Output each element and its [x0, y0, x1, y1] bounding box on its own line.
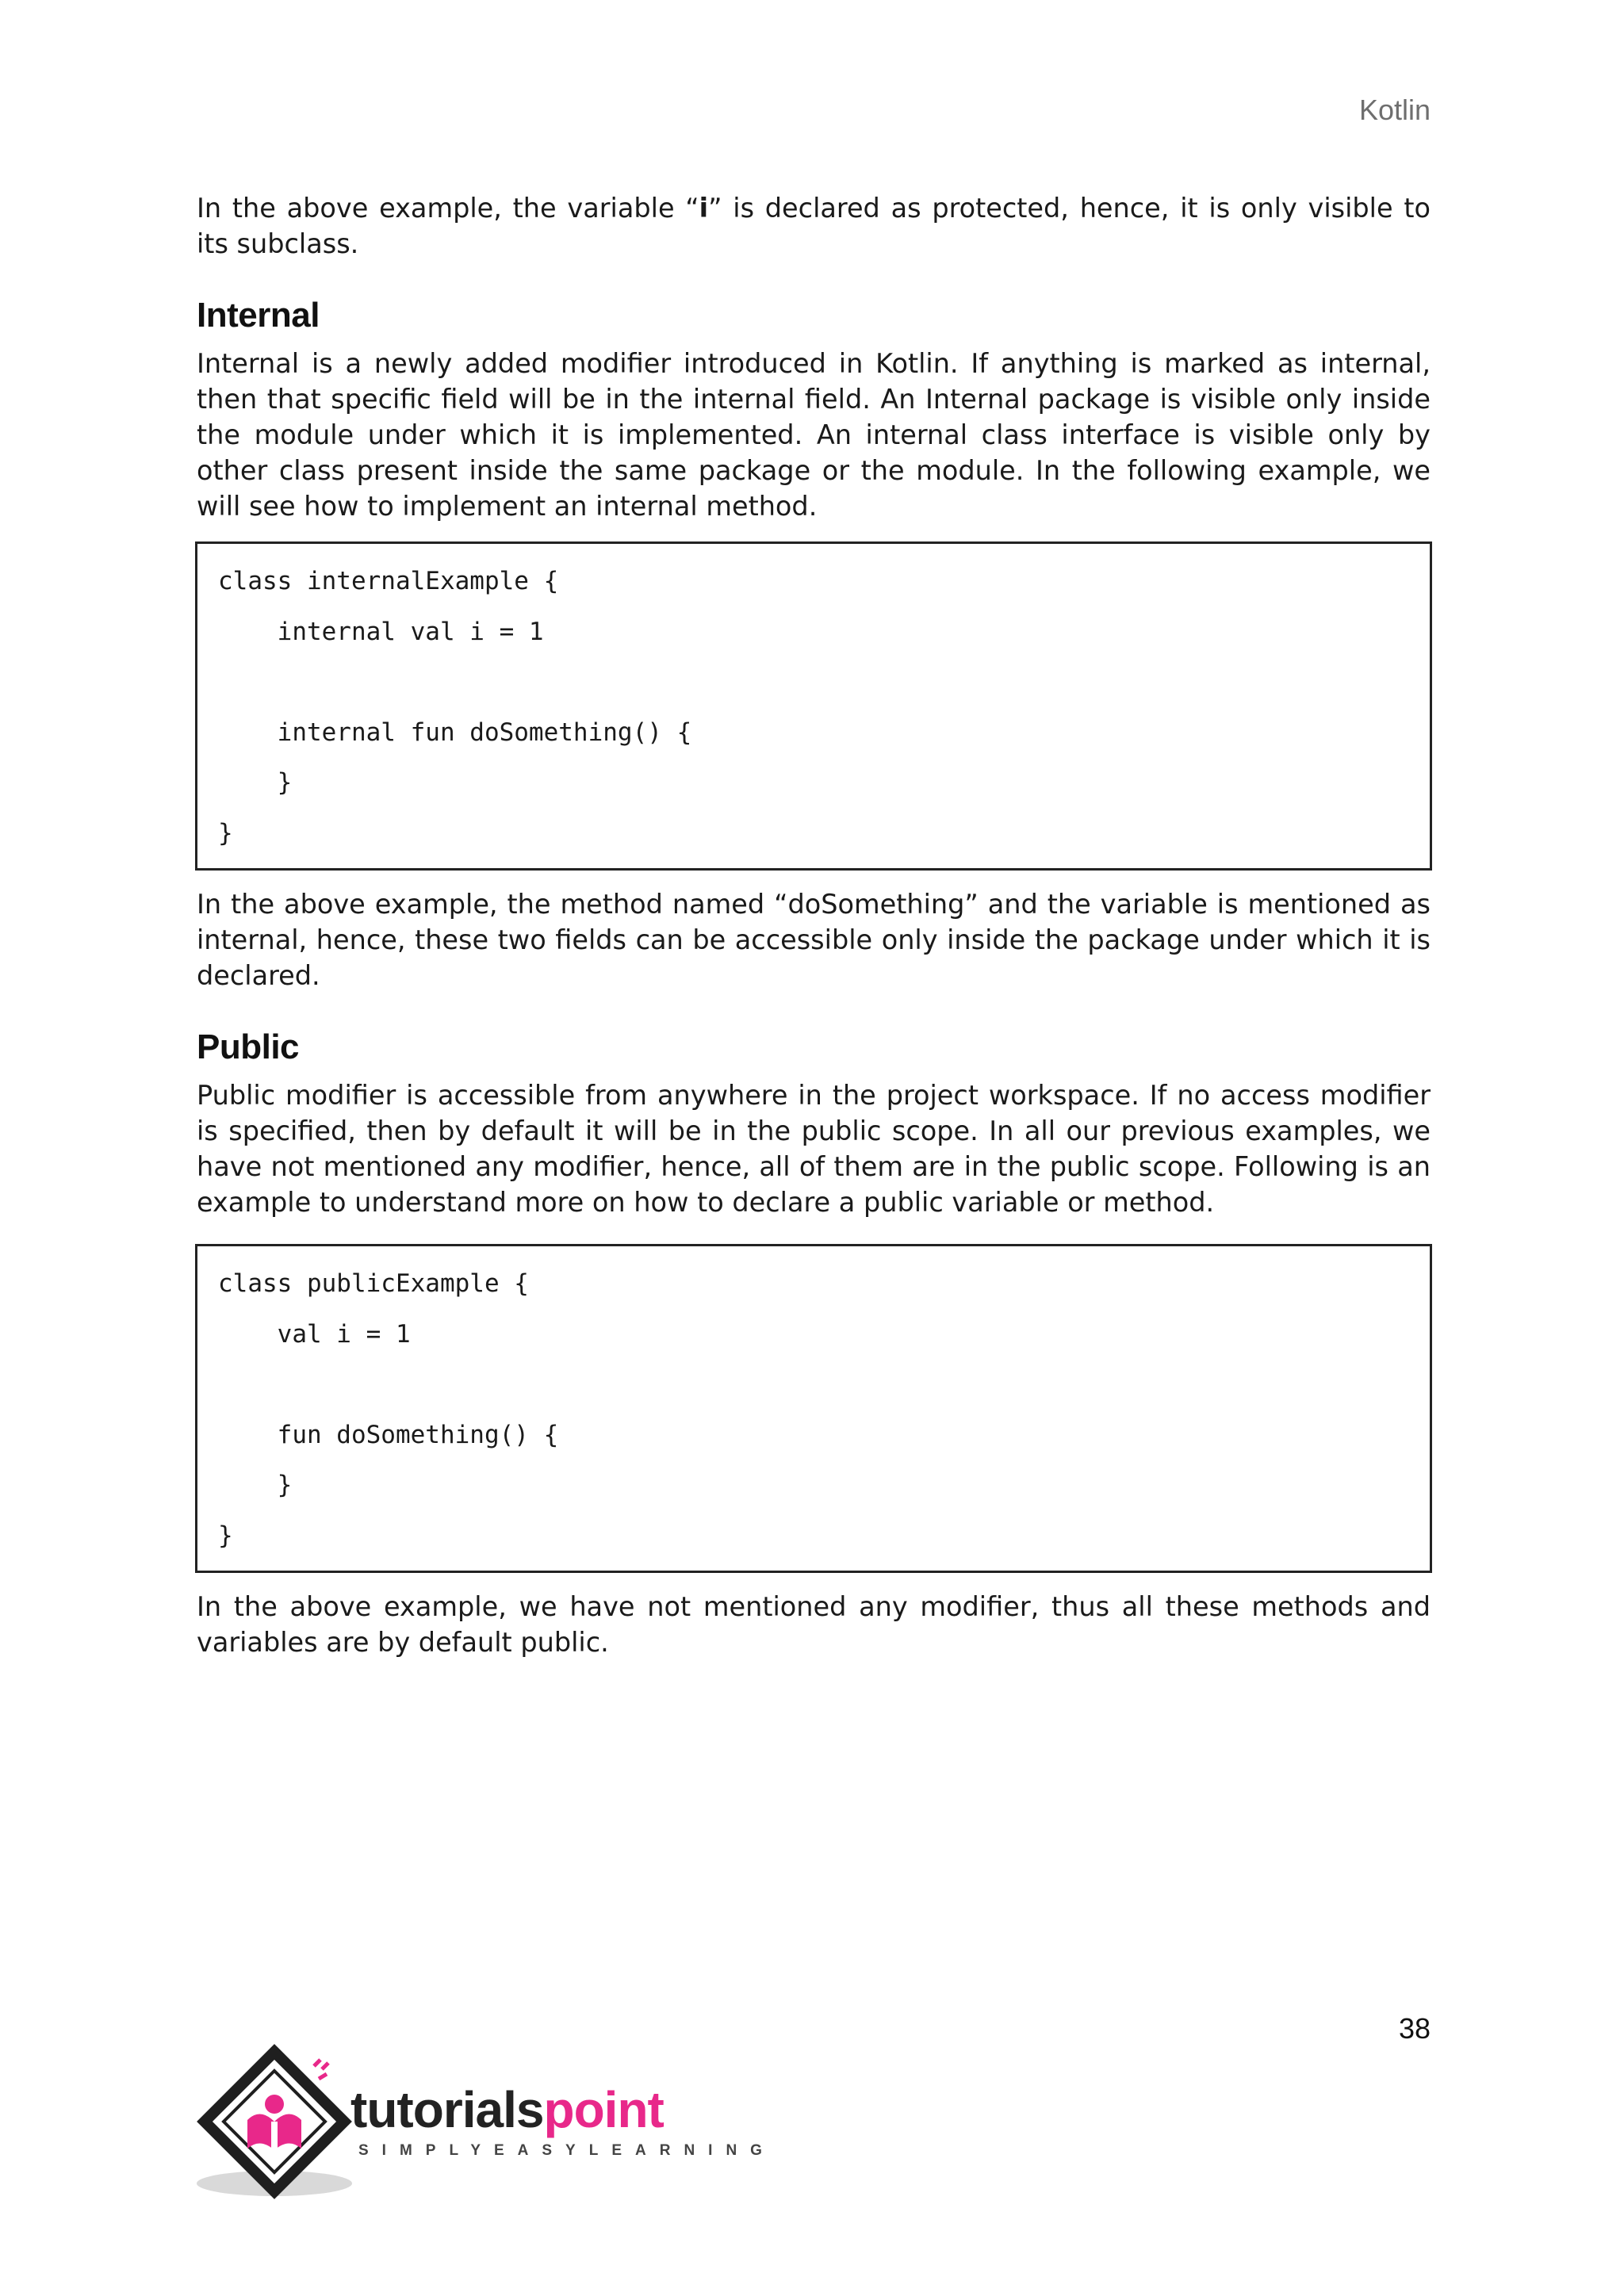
page-number: 38: [1398, 2012, 1431, 2045]
intro-text-post: ” is declared as protected, hence, it is only visible to its subclass.: [197, 193, 1431, 259]
code-line: [218, 1360, 1409, 1410]
code-line: internal val i = 1: [218, 617, 544, 646]
code-line: }: [218, 768, 293, 797]
code-line: [218, 657, 1409, 708]
logo-tagline: SIMPLYEASYLEARNING: [358, 2142, 776, 2159]
code-line: fun doSomething() {: [218, 1420, 559, 1449]
code-line: }: [218, 1471, 293, 1499]
internal-explanation-paragraph: In the above example, the method named “doSomething” and the variable is mentioned as internal, hence, these two fields can be accessible only inside the package under which it is declared.: [197, 889, 1431, 991]
code-line: internal fun doSomething() {: [218, 718, 692, 747]
intro-text-pre: In the above example, the variable “: [197, 193, 699, 224]
internal-code-block: [195, 541, 1432, 871]
intro-paragraph: [197, 190, 1431, 262]
logo-wordmark: [350, 2082, 664, 2137]
code-line: class publicExample {: [218, 1269, 529, 1298]
code-line: class internalExample {: [218, 567, 559, 595]
code-line: val i = 1: [218, 1319, 411, 1349]
logo-word-point: point: [543, 2081, 664, 2138]
code-line: }: [218, 1521, 233, 1550]
public-code-block: [195, 1244, 1432, 1573]
tutorialspoint-logo: [195, 2044, 776, 2202]
public-heading: Public: [197, 1027, 300, 1066]
logo-diamond-icon: [195, 2044, 354, 2202]
running-header: Kotlin: [1358, 94, 1431, 126]
code-line: }: [218, 818, 233, 848]
public-explanation-paragraph: In the above example, we have not mentioned any modifier, thus all these methods and variables are by default public.: [197, 1591, 1431, 1658]
internal-paragraph: Internal is a newly added modifier introduced in Kotlin. If anything is marked as internal, then that specific field will be in the internal field. An Internal package is visible only inside the module under which it is implemented. An internal class interface is visible only by other class present inside the same package or the module. In the following example, we will see how to implement an internal method.: [197, 348, 1431, 522]
logo-word-tutorials: tutorials: [350, 2081, 544, 2138]
page-content: [197, 190, 1431, 1660]
public-paragraph: Public modifier is accessible from anywhere in the project workspace. If no access modifier is specified, then by default it will be in the public scope. In all our previous examples, we have not mentioned any modifier, hence, all of them are in the public scope. Following is an example to understand more on how to declare a public variable or method.: [197, 1080, 1431, 1218]
internal-heading: Internal: [197, 296, 320, 335]
intro-variable-name: i: [699, 193, 709, 224]
